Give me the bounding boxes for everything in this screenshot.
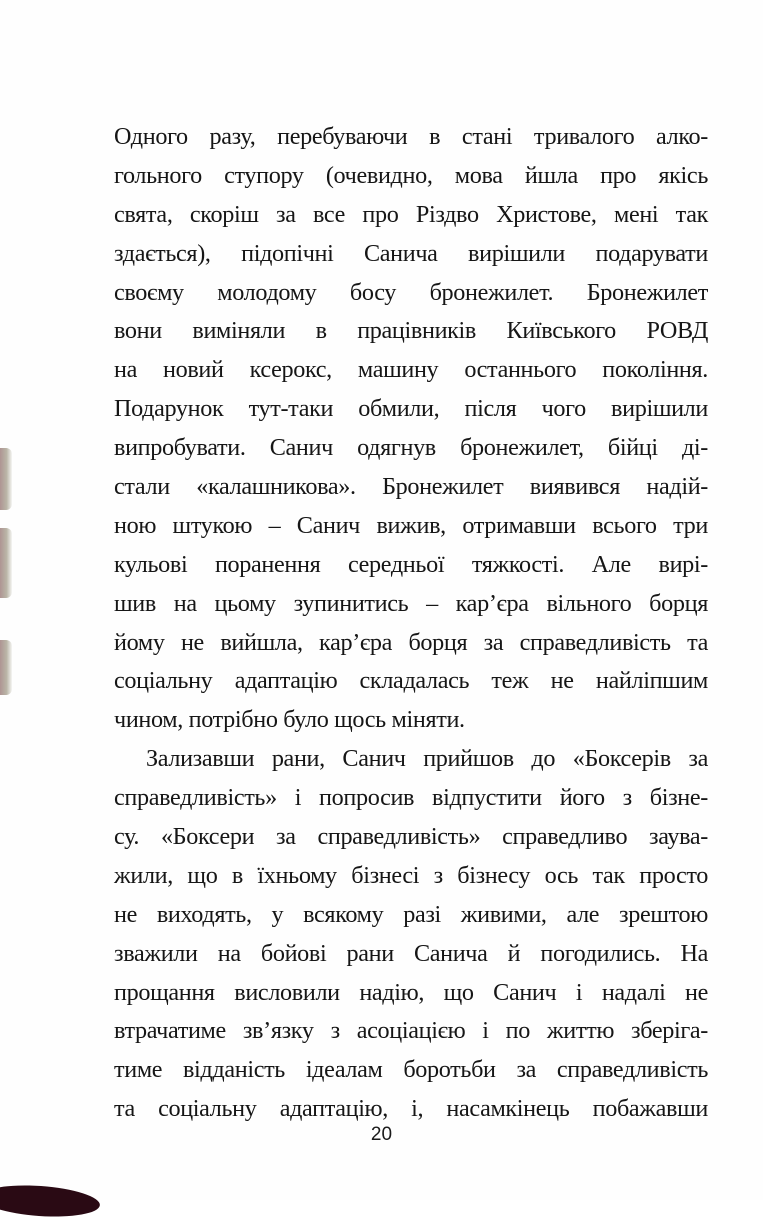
text-line: чином, потрібно було щось міняти. — [114, 706, 465, 734]
text-line: Зализавши рани, Санич прийшов до «Боксерів за — [146, 745, 708, 773]
text-line: су. «Боксери за справедливість» справедливо заува- — [114, 823, 708, 851]
text-line: свята, скоріш за все про Різдво Христове, мені так — [114, 200, 708, 228]
text-line: Подарунок тут-таки обмили, після чого вирішили — [114, 395, 708, 423]
text-line: справедливість» і попросив відпустити його з бізне- — [114, 784, 708, 812]
text-line: випробувати. Санич одягнув бронежилет, бійці ді- — [114, 434, 708, 462]
paragraph-2 — [114, 740, 708, 1129]
text-line: вони виміняли в працівників Київського РОВД — [114, 317, 708, 345]
text-line: соціальну адаптацію складалась теж не найліпшим — [114, 667, 708, 695]
text-line: втрачатиме зв’язку з асоціацією і по життю зберіга- — [114, 1017, 708, 1045]
text-line: стали «калашникова». Бронежилет виявився надій- — [114, 473, 708, 501]
text-line: Одного разу, перебуваючи в стані тривалого алко- — [114, 123, 708, 150]
text-line: зважили на бойові рани Санича й погодились. На — [114, 939, 708, 967]
page-number: 20 — [370, 1124, 393, 1145]
text-line: жили, що в їхньому бізнесі з бізнесу ось так просто — [114, 861, 708, 889]
left-edge-scan-artifact — [0, 528, 12, 598]
text-line: та соціальну адаптацію, і, насамкінець побажавши — [114, 1095, 708, 1123]
text-line: своєму молодому босу бронежилет. Бронежилет — [114, 278, 708, 306]
text-line: на новий ксерокс, машину останнього покоління. — [114, 356, 708, 384]
text-line: здається), підопічні Санича вирішили подарувати — [114, 239, 708, 267]
text-line: кульові поранення середньої тяжкості. Але вирі- — [114, 550, 708, 578]
left-edge-scan-artifact — [0, 640, 12, 695]
paragraph-1 — [114, 118, 708, 740]
text-line: ною штукою – Санич вижив, отримавши всього три — [114, 511, 708, 539]
left-edge-scan-artifact — [0, 448, 12, 510]
text-line: прощання висловили надію, що Санич і надалі не — [114, 978, 708, 1006]
text-line: шив на цьому зупинитись – кар’єра вільного борця — [114, 589, 708, 617]
text-line: тиме відданість ідеалам боротьби за справедливість — [114, 1056, 708, 1084]
text-line: не виходять, у всякому разі живими, але зрештою — [114, 900, 708, 928]
page-corner-shadow — [0, 1182, 101, 1220]
text-line: йому не вийшла, кар’єра борця за справедливість та — [114, 628, 708, 656]
text-line: гольного ступору (очевидно, мова йшла про якісь — [114, 161, 708, 189]
body-text — [114, 118, 708, 1129]
